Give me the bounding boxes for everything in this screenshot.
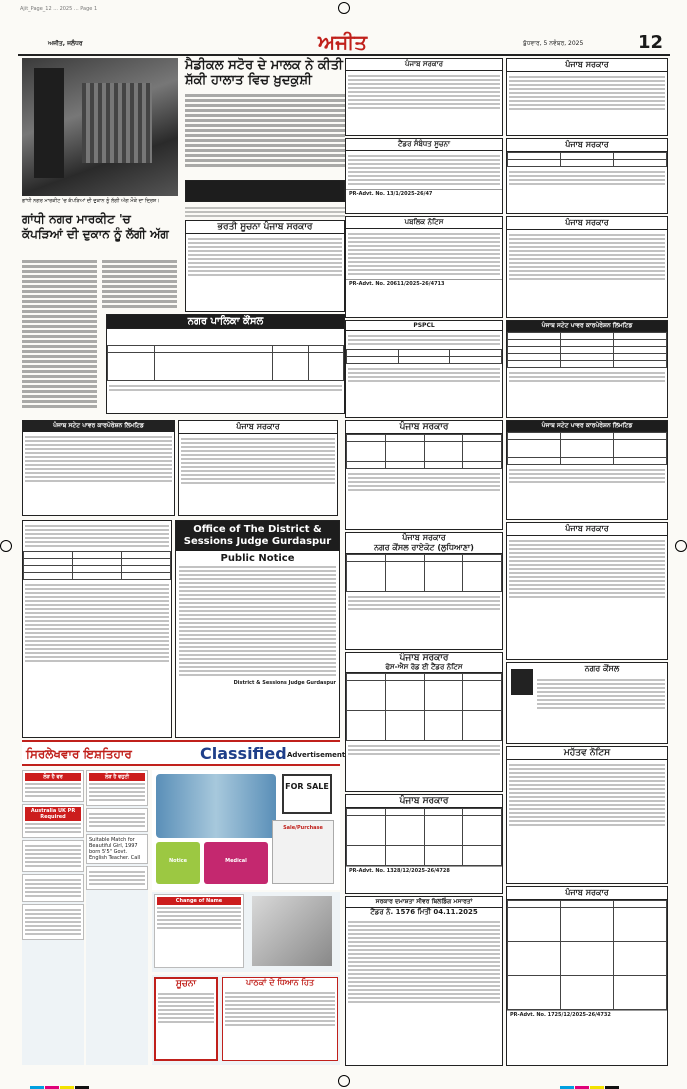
- classified-banner: [22, 740, 346, 766]
- e-tender-ad: [345, 652, 503, 792]
- registration-mark: [0, 540, 12, 552]
- right-ad-2-title: ਪੰਜਾਬ ਸਰਕਾਰ: [507, 139, 667, 152]
- story2-body-col2: [102, 258, 177, 310]
- right-ad-5-title: ਪੰਜਾਬ ਸਰਕਾਰ: [507, 523, 667, 536]
- tender-number: ਟੈਂਡਰ ਨੰ. 1576 ਮਿਤੀ 04.11.2025: [370, 908, 478, 916]
- panchayat-notice: [22, 520, 172, 738]
- story2-headline-line1: ਗਾਂਧੀ ਨਗਰ ਮਾਰਕੀਟ 'ਚ: [22, 212, 131, 226]
- pspcl-ad-mid: [345, 320, 503, 418]
- right-pspcl-ad-2: [506, 420, 668, 520]
- right-pspcl-ad: [506, 320, 668, 418]
- punjab-sarkar-ad-6: [345, 794, 503, 894]
- cat-groom-wanted: ਲੋੜ ਹੈ ਵਹੁਟੀ: [89, 773, 145, 781]
- right-pspcl-table: [507, 332, 667, 368]
- recruitment-ad: [185, 220, 345, 312]
- pr-ref-4: PR-Advt. No. 1725/12/2025-26/4732: [507, 1010, 667, 1019]
- nagar-palika-title: ਨਗਰ ਪਾਲਿਕਾ ਕੌਂਸਲ: [107, 315, 344, 329]
- classified-graphics: [152, 770, 340, 890]
- sewerage-title: ਸਰਕਾਰ ਦਮਾਸ਼ਤਾ ਸੀਵਰ ਬਿਲਡਿੰਗ ਮਸਾਰਤਾਂ: [346, 897, 502, 908]
- right-ad-8: [506, 886, 668, 1066]
- right-notice: [506, 746, 668, 884]
- story2-headline-line2: ਕੱਪੜਿਆਂ ਦੀ ਦੁਕਾਨ ਨੂੰ ਲੱਗੀ ਅੱਗ: [22, 227, 169, 241]
- tender-ad-2: [345, 138, 503, 214]
- readers-note-title: ਪਾਠਕਾਂ ਦੇ ਧਿਆਨ ਹਿਤ: [245, 978, 314, 987]
- for-sale-text: FOR SALE: [285, 782, 329, 791]
- tender-ad-top: [345, 58, 503, 136]
- right-ad-2: [506, 138, 668, 214]
- right-ad-6: [506, 662, 668, 744]
- registration-mark: [338, 2, 350, 14]
- public-notice-small: [345, 216, 503, 318]
- pspcl-ad-left: [22, 420, 175, 516]
- for-sale-sign: [282, 774, 332, 814]
- registration-mark: [338, 1075, 350, 1087]
- right-ad-8-table: [507, 900, 667, 1010]
- notice-tile: [156, 842, 200, 884]
- right-ad-6-title: ਨਗਰ ਕੌਂਸਲ: [584, 664, 620, 673]
- nagar-council-table: [346, 554, 502, 592]
- pspcl-table-mid: [346, 349, 502, 364]
- classified-mid: [152, 892, 340, 972]
- story2-body-col1: [22, 258, 97, 410]
- notice-box-title: ਸੂਚਨਾ: [175, 979, 197, 989]
- cat-bride-wanted: ਲੋੜ ਹੈ ਵਰ: [25, 773, 81, 781]
- color-bar-left: [30, 1076, 90, 1089]
- panchayat-table: [23, 551, 171, 580]
- inline-ad-strip: [185, 180, 345, 202]
- story1-body: [185, 92, 345, 169]
- classified-banner-en: Classified: [200, 744, 287, 763]
- masthead: [18, 28, 670, 56]
- pspcl-title-left: ਪੰਜਾਬ ਸਟੇਟ ਪਾਵਰ ਕਾਰਪੋਰੇਸ਼ਨ ਲਿਮਟਿਡ: [23, 421, 174, 432]
- e-tender-title: ਫੇਸ-ਐਸ ਰੋਡ ਈ ਟੈਂਡਰ ਨੋਟਿਸ: [346, 663, 502, 673]
- court-footer: District & Sessions Judge Gurdaspur: [233, 680, 336, 686]
- medical-tile: [204, 842, 268, 884]
- cat-notice: Notice: [168, 858, 188, 864]
- pr-ref-3: PR-Advt. No. 1328/12/2025-26/4728: [346, 866, 502, 875]
- cat-medical: Medical: [225, 858, 247, 864]
- medical-staff-graphic: [156, 774, 276, 838]
- nagar-council-title: ਨਗਰ ਕੌਂਸਲ ਰਾਏਕੋਟ (ਲੁਧਿਆਣਾ): [346, 543, 502, 554]
- nagar-palika-table: [107, 345, 344, 381]
- cat-name-change: Change of Name: [157, 897, 241, 905]
- right-pspcl-title-2: ਪੰਜਾਬ ਸਟੇਟ ਪਾਵਰ ਕਾਰਪੋਰੇਸ਼ਨ ਲਿਮਟਿਡ: [507, 421, 667, 432]
- sewerage-ad: [345, 896, 503, 1066]
- date-text: ਬੁੱਧਵਾਰ, 5 ਨਵੰਬਰ, 2025: [523, 40, 584, 47]
- right-ad-1: [506, 58, 668, 136]
- right-ad-8-title: ਪੰਜਾਬ ਸਰਕਾਰ: [507, 887, 667, 900]
- edition-label: ਅਜੀਤ, ਜਲੰਧਰ: [48, 40, 83, 47]
- right-ad-3-title: ਪੰਜਾਬ ਸਰਕਾਰ: [507, 217, 667, 230]
- right-pspcl-table-2: [507, 432, 667, 465]
- story1-headline-line1: ਮੈਡੀਕਲ ਸਟੋਰ ਦੇ ਮਾਲਕ ਨੇ ਕੀਤੀ: [185, 58, 343, 73]
- pspcl-label-mid: PSPCL: [346, 321, 502, 331]
- tender-title: ਟੈਂਡਰ ਸੰਬੰਧਤ ਸੂਚਨਾ: [346, 139, 502, 151]
- photo-caption: ਗਾਂਧੀ ਨਗਰ ਮਾਰਕੀਟ 'ਚ ਕੱਪੜਿਆਂ ਦੀ ਦੁਕਾਨ ਨੂੰ ਲੱਗੀ ਅੱਗ ਮੌਕੇ ਦਾ ਦ੍ਰਿਸ਼।: [22, 198, 160, 204]
- notice-box: [154, 977, 218, 1061]
- punjab-sarkar-title-4: ਪੰਜਾਬ ਸਰਕਾਰ: [402, 533, 446, 542]
- registration-mark: [675, 540, 687, 552]
- classified-bottom: [152, 975, 340, 1065]
- inline-ad-text: [185, 205, 345, 219]
- nagar-palika-ad: [106, 314, 345, 414]
- classified-banner-pa: ਸਿਰਲੇਖਵਾਰ ਇਸ਼ਤਿਹਾਰ: [26, 747, 132, 761]
- story2-headline: [22, 212, 177, 242]
- right-ad-1-title: ਪੰਜਾਬ ਸਰਕਾਰ: [507, 59, 667, 72]
- cat-sale: Sale/Purchase: [283, 825, 323, 831]
- punjab-sarkar-title-3: ਪੰਜਾਬ ਸਰਕਾਰ: [346, 421, 502, 434]
- page-number: 12: [638, 32, 664, 53]
- punjab-sarkar-title-5: ਪੰਜਾਬ ਸਰਕਾਰ: [399, 653, 449, 663]
- court-subtitle: Public Notice: [220, 553, 295, 564]
- public-notice-small-title: ਪਬਲਿਕ ਨੋਟਿਸ: [346, 217, 502, 229]
- punjab-sarkar-title-1: ਪੰਜਾਬ ਸਰਕਾਰ: [179, 421, 337, 434]
- recruitment-title: ਭਰਤੀ ਸੂਚਨਾ ਪੰਜਾਬ ਸਰਕਾਰ: [186, 221, 344, 234]
- pr-ref-2: PR-Advt. No. 20611/2025-26/4713: [346, 279, 502, 288]
- court-title-line2: Sessions Judge Gurdaspur: [183, 536, 332, 547]
- story1-headline-line2: ਸ਼ੱਕੀ ਹਾਲਾਤ ਵਿਚ ਖ਼ੁਦਕੁਸ਼ੀ: [185, 73, 312, 88]
- story1-headline: [185, 58, 345, 88]
- right-ad-3: [506, 216, 668, 318]
- cat-sikh-girl: Australia UK PR Required: [25, 807, 81, 821]
- punjab-sarkar-title-2: ਪੰਜਾਬ ਸਰਕਾਰ: [346, 59, 502, 71]
- right-ad-2-table: [507, 152, 667, 167]
- classified-col-2: [86, 770, 148, 1065]
- color-bar-right: [560, 1076, 620, 1089]
- pr-ref-1: PR-Advt. No. 13/1/2025-26/47: [346, 189, 502, 198]
- right-ad-5: [506, 522, 668, 660]
- govt-emblem: [511, 669, 533, 695]
- nagar-council-ad: [345, 532, 503, 650]
- court-notice: [175, 520, 340, 738]
- right-pspcl-title: ਪੰਜਾਬ ਸਟੇਟ ਪਾਵਰ ਕਾਰਪੋਰੇਸ਼ਨ ਲਿਮਟਿਡ: [507, 321, 667, 332]
- punjab-sarkar-title-6: ਪੰਜਾਬ ਸਰਕਾਰ: [346, 795, 502, 808]
- court-title-line1: Office of The District &: [193, 524, 322, 535]
- missing-notice-title: ਮਹੱਤਵ ਨੋਟਿਸ: [507, 747, 667, 760]
- masthead-logo: ਅਜੀਤ: [318, 30, 368, 54]
- classified-col-1: [22, 770, 84, 1065]
- tender-table-3: [346, 434, 502, 469]
- classified-banner-sub: Advertisement: [287, 751, 346, 759]
- punjab-sarkar-ad-3: [345, 420, 503, 530]
- e-tender-table: [346, 673, 502, 741]
- suitable-match-text: Suitable Match for Beautiful Girl, 1997 born 5'5" Govt. English Teacher. Call: [89, 837, 141, 861]
- laptop-graphic: [252, 896, 332, 966]
- punjab-sarkar-ad-1: [178, 420, 338, 516]
- tender-table-6: [346, 808, 502, 866]
- readers-note: [222, 977, 338, 1061]
- print-slug: Ajit_Page_12 ... 2025 ... Page 1: [20, 6, 98, 12]
- sale-tile: [272, 820, 334, 884]
- fire-photo: [22, 58, 178, 196]
